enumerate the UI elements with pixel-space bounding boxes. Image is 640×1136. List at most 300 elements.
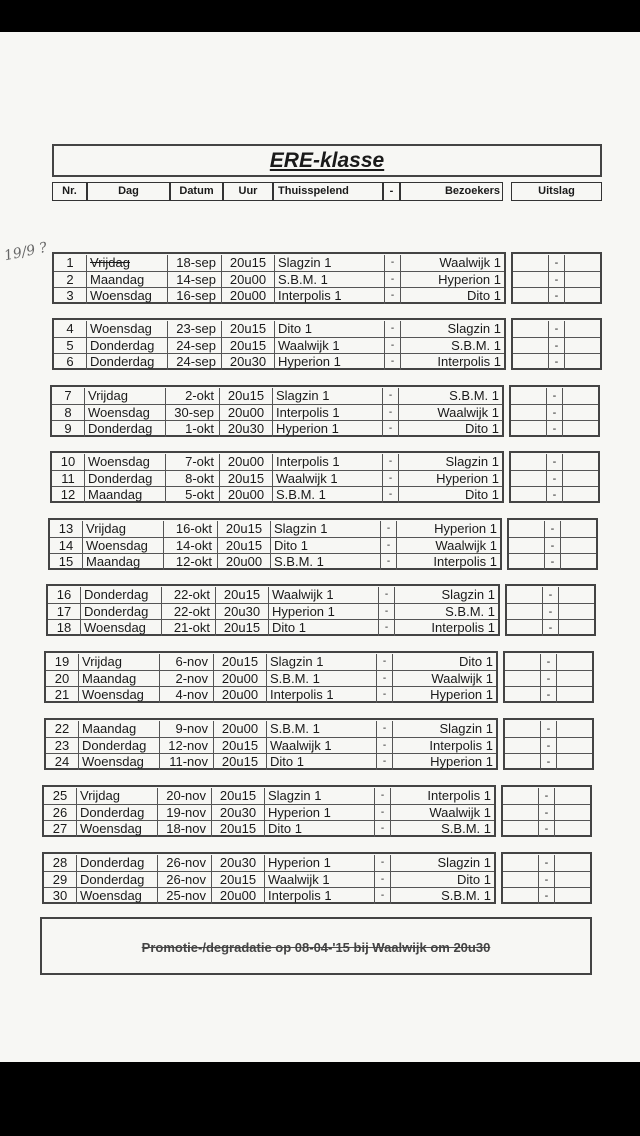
cell-dag: Donderdag <box>79 738 160 754</box>
header-dag: Dag <box>87 182 170 201</box>
cell-dash: - <box>385 255 401 271</box>
result-row <box>507 604 594 620</box>
cell-datum: 25-nov <box>158 888 212 904</box>
cell-dash: - <box>385 354 401 370</box>
title-box <box>52 144 602 177</box>
home-score-cell <box>509 554 545 570</box>
result-dash: - <box>547 454 563 470</box>
cell-nr: 8 <box>52 405 85 421</box>
cell-dag: Woensdag <box>87 288 168 304</box>
cell-uur: 20u30 <box>216 604 269 620</box>
cell-uur: 20u30 <box>220 421 273 437</box>
cell-bezoekers: Hyperion 1 <box>430 687 493 702</box>
cell-bezoekers: Dito 1 <box>457 871 491 887</box>
cell-nr: 17 <box>48 604 81 620</box>
result-box <box>501 785 592 837</box>
home-score-cell <box>513 255 549 271</box>
table-row <box>52 388 502 404</box>
cell-nr: 2 <box>54 272 87 288</box>
cell-datum: 11-nov <box>160 754 214 770</box>
cell-dag: Donderdag <box>77 805 158 821</box>
cell-dash: - <box>381 554 397 570</box>
cell-uur: 20u00 <box>214 687 267 703</box>
cell-thuis: S.B.M. 1 <box>273 487 383 503</box>
header-dash: - <box>383 182 400 201</box>
table-row <box>54 288 504 304</box>
cell-bezoekers: Waalwijk 1 <box>437 404 499 420</box>
home-score-cell <box>511 487 547 503</box>
cell-dash: - <box>383 454 399 470</box>
cell-dag: Woensdag <box>77 821 158 837</box>
result-row <box>511 471 598 487</box>
result-dash: - <box>545 554 561 570</box>
result-dash: - <box>547 487 563 503</box>
cell-thuis: Interpolis 1 <box>275 288 385 304</box>
match-block <box>50 451 602 503</box>
result-dash: - <box>543 620 559 636</box>
cell-uur: 20u15 <box>218 521 271 537</box>
home-score-cell <box>503 821 539 837</box>
cell-bezoekers: S.B.M. 1 <box>441 888 491 903</box>
cell-nr: 22 <box>46 721 79 737</box>
result-row <box>511 487 598 503</box>
cell-bezoekers: Dito 1 <box>465 421 499 436</box>
cell-dag: Woensdag <box>77 888 158 904</box>
cell-thuis: Waalwijk 1 <box>273 471 383 487</box>
cell-nr: 28 <box>44 855 77 871</box>
result-dash: - <box>547 388 563 404</box>
table-row <box>54 272 504 288</box>
result-row <box>513 272 600 288</box>
cell-dash: - <box>379 587 395 603</box>
cell-nr: 24 <box>46 754 79 770</box>
cell-thuis: Dito 1 <box>265 821 375 837</box>
table-row <box>54 354 504 370</box>
cell-thuis: Interpolis 1 <box>267 687 377 703</box>
table-row <box>46 654 496 670</box>
cell-datum: 21-okt <box>162 620 216 636</box>
cell-nr: 29 <box>44 872 77 888</box>
match-block <box>52 252 604 304</box>
cell-bezoekers: Slagzin 1 <box>447 321 501 336</box>
cell-thuis: S.B.M. 1 <box>275 272 385 288</box>
result-row <box>513 288 600 304</box>
match-block <box>44 718 596 770</box>
result-dash: - <box>545 521 561 537</box>
match-table <box>50 385 504 437</box>
table-row <box>48 604 498 620</box>
cell-uur: 20u15 <box>216 587 269 603</box>
result-dash: - <box>547 405 563 421</box>
table-row <box>52 421 502 437</box>
cell-bezoekers: Interpolis 1 <box>429 737 493 753</box>
result-box <box>509 385 600 437</box>
cell-nr: 16 <box>48 587 81 603</box>
cell-bezoekers: Interpolis 1 <box>433 554 497 569</box>
cell-uur: 20u15 <box>222 255 275 271</box>
table-row <box>44 805 494 821</box>
result-row <box>505 687 592 703</box>
cell-dash: - <box>377 721 393 737</box>
match-block <box>48 518 600 570</box>
cell-nr: 13 <box>50 521 83 537</box>
cell-dash: - <box>375 888 391 904</box>
cell-bezoekers: Hyperion 1 <box>434 521 497 536</box>
result-box <box>511 252 602 304</box>
result-dash: - <box>539 872 555 888</box>
header-nr: Nr. <box>52 182 87 201</box>
result-row <box>505 654 592 670</box>
cell-bezoekers: Interpolis 1 <box>437 354 501 369</box>
cell-dash: - <box>379 604 395 620</box>
match-table <box>44 651 498 703</box>
match-table <box>52 252 506 304</box>
cell-datum: 16-sep <box>168 288 222 304</box>
home-score-cell <box>511 421 547 437</box>
table-row <box>46 721 496 737</box>
cell-thuis: Dito 1 <box>275 321 385 337</box>
result-row <box>503 805 590 821</box>
cell-dash: - <box>377 738 393 754</box>
home-score-cell <box>511 388 547 404</box>
result-row <box>505 754 592 770</box>
cell-dash: - <box>385 321 401 337</box>
cell-thuis: Hyperion 1 <box>273 421 383 437</box>
cell-dag: Vrijdag <box>79 654 160 670</box>
cell-nr: 23 <box>46 738 79 754</box>
home-score-cell <box>511 405 547 421</box>
cell-dash: - <box>377 754 393 770</box>
cell-thuis: Dito 1 <box>269 620 379 636</box>
cell-thuis: Interpolis 1 <box>265 888 375 904</box>
home-score-cell <box>509 521 545 537</box>
cell-bezoekers: Hyperion 1 <box>438 271 501 287</box>
result-row <box>509 538 596 554</box>
cell-dag: Donderdag <box>87 354 168 370</box>
cell-dag: Donderdag <box>85 471 166 487</box>
cell-bezoekers: Slagzin 1 <box>437 855 491 870</box>
cell-uur: 20u15 <box>214 654 267 670</box>
cell-uur: 20u15 <box>222 338 275 354</box>
table-row <box>46 671 496 687</box>
match-block <box>52 318 604 370</box>
match-table <box>42 785 496 837</box>
cell-nr: 18 <box>48 620 81 636</box>
table-row <box>48 587 498 603</box>
result-box <box>511 318 602 370</box>
cell-dash: - <box>385 288 401 304</box>
result-row <box>503 855 590 871</box>
cell-nr: 21 <box>46 687 79 703</box>
cell-dag: Vrijdag <box>77 788 158 804</box>
cell-datum: 16-okt <box>164 521 218 537</box>
table-header <box>52 182 602 208</box>
cell-bezoekers: Waalwijk 1 <box>429 804 491 820</box>
home-score-cell <box>503 788 539 804</box>
home-score-cell <box>507 620 543 636</box>
cell-uur: 20u00 <box>220 454 273 470</box>
cell-dag: Donderdag <box>81 604 162 620</box>
cell-datum: 26-nov <box>158 855 212 871</box>
result-box <box>503 651 594 703</box>
cell-bezoekers: Hyperion 1 <box>436 470 499 486</box>
cell-nr: 11 <box>52 471 85 487</box>
cell-datum: 14-okt <box>164 538 218 554</box>
cell-thuis: Waalwijk 1 <box>275 338 385 354</box>
cell-dash: - <box>381 538 397 554</box>
cell-thuis: S.B.M. 1 <box>267 671 377 687</box>
result-row <box>511 421 598 437</box>
table-row <box>44 788 494 804</box>
cell-uur: 20u15 <box>214 738 267 754</box>
cell-thuis: Slagzin 1 <box>267 654 377 670</box>
table-row <box>52 454 502 470</box>
cell-dag: Maandag <box>83 554 164 570</box>
cell-uur: 20u15 <box>214 754 267 770</box>
result-dash: - <box>539 805 555 821</box>
cell-dash: - <box>383 487 399 503</box>
result-box <box>501 852 592 904</box>
home-score-cell <box>507 587 543 603</box>
cell-datum: 12-nov <box>160 738 214 754</box>
cell-nr: 25 <box>44 788 77 804</box>
cell-bezoekers: Dito 1 <box>465 487 499 502</box>
result-row <box>513 255 600 271</box>
result-dash: - <box>541 654 557 670</box>
header-thuisspelend: Thuisspelend <box>273 182 383 201</box>
cell-uur: 20u00 <box>220 405 273 421</box>
home-score-cell <box>513 272 549 288</box>
result-dash: - <box>547 471 563 487</box>
cell-dash: - <box>377 654 393 670</box>
cell-datum: 20-nov <box>158 788 212 804</box>
table-row <box>44 872 494 888</box>
header-datum: Datum <box>170 182 223 201</box>
table-row <box>44 821 494 837</box>
cell-nr: 14 <box>50 538 83 554</box>
cell-nr: 15 <box>50 554 83 570</box>
table-row <box>54 338 504 354</box>
cell-nr: 4 <box>54 321 87 337</box>
cell-uur: 20u15 <box>220 471 273 487</box>
cell-datum: 9-nov <box>160 721 214 737</box>
result-box <box>507 518 598 570</box>
cell-uur: 20u15 <box>212 788 265 804</box>
cell-dash: - <box>375 855 391 871</box>
cell-uur: 20u30 <box>212 805 265 821</box>
table-row <box>46 687 496 703</box>
cell-dash: - <box>375 805 391 821</box>
cell-bezoekers: Dito 1 <box>467 288 501 303</box>
cell-datum: 26-nov <box>158 872 212 888</box>
match-block <box>42 852 594 904</box>
table-row <box>50 554 500 570</box>
cell-dash: - <box>385 272 401 288</box>
result-row <box>505 721 592 737</box>
cell-dag: Maandag <box>85 487 166 503</box>
table-row <box>54 255 504 271</box>
cell-thuis: Hyperion 1 <box>265 805 375 821</box>
cell-nr: 30 <box>44 888 77 904</box>
home-score-cell <box>505 671 541 687</box>
cell-thuis: Waalwijk 1 <box>265 872 375 888</box>
result-dash: - <box>543 604 559 620</box>
result-row <box>505 671 592 687</box>
cell-thuis: Waalwijk 1 <box>267 738 377 754</box>
cell-uur: 20u00 <box>212 888 265 904</box>
home-score-cell <box>505 654 541 670</box>
cell-dash: - <box>381 521 397 537</box>
home-score-cell <box>507 604 543 620</box>
cell-bezoekers: Interpolis 1 <box>427 788 491 803</box>
result-row <box>503 888 590 904</box>
cell-bezoekers: S.B.M. 1 <box>441 821 491 836</box>
cell-uur: 20u00 <box>220 487 273 503</box>
cell-uur: 20u30 <box>222 354 275 370</box>
result-row <box>511 454 598 470</box>
footer-note: Promotie-/degradatie op 08-04-'15 bij Waalwijk om 20u30 <box>141 940 491 955</box>
cell-nr: 10 <box>52 454 85 470</box>
schedule-document <box>0 32 640 1062</box>
table-row <box>52 471 502 487</box>
result-dash: - <box>549 288 565 304</box>
cell-thuis: Waalwijk 1 <box>269 587 379 603</box>
cell-thuis: Dito 1 <box>271 538 381 554</box>
cell-bezoekers: S.B.M. 1 <box>451 337 501 353</box>
cell-nr: 7 <box>52 388 85 404</box>
cell-bezoekers: Slagzin 1 <box>441 587 495 602</box>
match-block <box>50 385 602 437</box>
result-row <box>503 872 590 888</box>
result-row <box>503 821 590 837</box>
cell-datum: 14-sep <box>168 272 222 288</box>
table-row <box>46 738 496 754</box>
result-dash: - <box>549 272 565 288</box>
table-row <box>52 487 502 503</box>
cell-nr: 6 <box>54 354 87 370</box>
result-box <box>503 718 594 770</box>
result-row <box>513 321 600 337</box>
result-dash: - <box>549 321 565 337</box>
result-dash: - <box>549 354 565 370</box>
cell-nr: 9 <box>52 421 85 437</box>
cell-thuis: S.B.M. 1 <box>267 721 377 737</box>
cell-bezoekers: Slagzin 1 <box>439 721 493 736</box>
cell-datum: 19-nov <box>158 805 212 821</box>
home-score-cell <box>505 721 541 737</box>
cell-dag: Woensdag <box>87 321 168 337</box>
cell-uur: 20u15 <box>218 538 271 554</box>
cell-dag: Maandag <box>87 272 168 288</box>
cell-datum: 22-okt <box>162 587 216 603</box>
cell-uur: 20u15 <box>220 388 273 404</box>
result-row <box>505 738 592 754</box>
table-row <box>50 521 500 537</box>
cell-dag: Woensdag <box>85 405 166 421</box>
cell-bezoekers: Interpolis 1 <box>431 620 495 635</box>
result-row <box>509 554 596 570</box>
result-dash: - <box>541 738 557 754</box>
cell-dag: Woensdag <box>79 754 160 770</box>
match-block <box>46 584 598 636</box>
cell-datum: 1-okt <box>166 421 220 437</box>
cell-bezoekers: Waalwijk 1 <box>431 670 493 686</box>
cell-thuis: Slagzin 1 <box>273 388 383 404</box>
result-dash: - <box>549 338 565 354</box>
cell-dag: Donderdag <box>77 855 158 871</box>
result-dash: - <box>539 821 555 837</box>
cell-nr: 27 <box>44 821 77 837</box>
home-score-cell <box>503 888 539 904</box>
cell-datum: 22-okt <box>162 604 216 620</box>
cell-dash: - <box>377 687 393 703</box>
cell-datum: 18-nov <box>158 821 212 837</box>
match-block <box>44 651 596 703</box>
result-row <box>507 587 594 603</box>
cell-nr: 1 <box>54 255 87 271</box>
result-dash: - <box>541 721 557 737</box>
cell-dag: Vrijdag <box>87 255 168 271</box>
handwritten-note: 19/9 ? <box>2 239 49 265</box>
cell-bezoekers: S.B.M. 1 <box>449 388 499 403</box>
result-row <box>511 405 598 421</box>
cell-uur: 20u00 <box>214 721 267 737</box>
cell-dag: Vrijdag <box>85 388 166 404</box>
table-row <box>54 321 504 337</box>
table-row <box>44 888 494 904</box>
cell-datum: 24-sep <box>168 338 222 354</box>
cell-datum: 5-okt <box>166 487 220 503</box>
cell-uur: 20u00 <box>214 671 267 687</box>
cell-thuis: Hyperion 1 <box>269 604 379 620</box>
cell-bezoekers: Waalwijk 1 <box>439 255 501 270</box>
result-dash: - <box>547 421 563 437</box>
cell-dag: Woensdag <box>81 620 162 636</box>
cell-dash: - <box>375 788 391 804</box>
cell-dash: - <box>385 338 401 354</box>
table-row <box>46 754 496 770</box>
result-row <box>503 788 590 804</box>
cell-thuis: Slagzin 1 <box>271 521 381 537</box>
cell-dag: Maandag <box>79 721 160 737</box>
cell-dag: Donderdag <box>85 421 166 437</box>
cell-dag: Donderdag <box>77 872 158 888</box>
cell-nr: 5 <box>54 338 87 354</box>
header-uitslag: Uitslag <box>511 182 602 201</box>
cell-uur: 20u30 <box>212 855 265 871</box>
cell-nr: 3 <box>54 288 87 304</box>
cell-bezoekers: Slagzin 1 <box>445 454 499 469</box>
cell-dash: - <box>379 620 395 636</box>
cell-bezoekers: Hyperion 1 <box>430 754 493 769</box>
cell-uur: 20u00 <box>218 554 271 570</box>
result-row <box>509 521 596 537</box>
cell-dag: Woensdag <box>85 454 166 470</box>
home-score-cell <box>513 338 549 354</box>
home-score-cell <box>513 288 549 304</box>
cell-datum: 24-sep <box>168 354 222 370</box>
result-row <box>511 388 598 404</box>
header-uur: Uur <box>223 182 273 201</box>
result-box <box>505 584 596 636</box>
cell-dag: Vrijdag <box>83 521 164 537</box>
table-row <box>48 620 498 636</box>
cell-dag: Maandag <box>79 671 160 687</box>
result-dash: - <box>541 687 557 703</box>
cell-dag: Woensdag <box>83 538 164 554</box>
result-dash: - <box>545 538 561 554</box>
home-score-cell <box>513 354 549 370</box>
